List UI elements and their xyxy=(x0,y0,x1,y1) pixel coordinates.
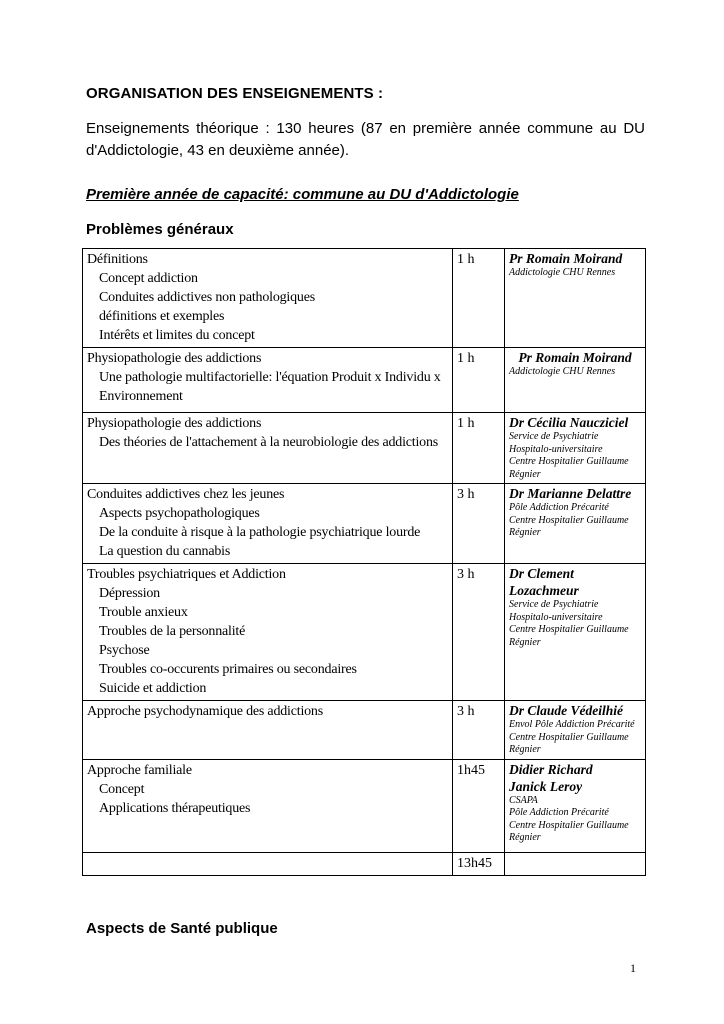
document-title: ORGANISATION DES ENSEIGNEMENTS : xyxy=(86,85,384,102)
teacher-cell xyxy=(505,484,646,564)
course-hours: 3 h xyxy=(453,484,505,564)
teacher-cell xyxy=(505,249,646,348)
course-subitem: Troubles de la personnalité xyxy=(99,624,246,639)
teacher-name: Didier Richard Janick Leroy xyxy=(509,761,593,794)
course-subitem: Concept xyxy=(99,781,145,797)
table-row xyxy=(83,413,646,484)
teacher-cell xyxy=(505,413,646,484)
table-row xyxy=(83,348,646,413)
teacher-name: Pr Romain Moirand xyxy=(509,251,623,266)
teacher-name: Dr Cécilia Naucziciel xyxy=(509,415,629,430)
course-cell xyxy=(83,413,453,484)
table-row xyxy=(83,484,646,564)
next-section-heading: Aspects de Santé publique xyxy=(86,920,278,937)
course-subitem: Une pathologie multifactorielle: l'équation Produit x Individu x Environnement xyxy=(99,370,441,404)
course-title: Conduites addictives chez les jeunes xyxy=(87,487,285,502)
total-row-empty-teacher-cell xyxy=(505,852,646,875)
intro-paragraph: Enseignements théorique : 130 heures (87 en première année commune au DU d'Addictologie, 43 en deuxième année). xyxy=(86,120,645,159)
course-subitem: définitions et exemples xyxy=(99,309,225,324)
course-subitem: Troubles co-occurents primaires ou secondaires xyxy=(99,662,357,677)
teacher-affiliation: Service de Psychiatrie Hospitalo-universitaire Centre Hospitalier Guillaume Régnier xyxy=(509,431,629,480)
teacher-affiliation: Addictologie CHU Rennes xyxy=(509,366,616,377)
course-hours: 1h45 xyxy=(453,759,505,852)
table-row xyxy=(83,701,646,760)
course-cell xyxy=(83,701,453,760)
table-row xyxy=(83,249,646,348)
course-subitem: Trouble anxieux xyxy=(99,605,188,620)
course-title: Définitions xyxy=(87,252,148,267)
course-subitem: Applications thérapeutiques xyxy=(99,800,251,816)
total-row xyxy=(83,852,646,875)
course-subitem: De la conduite à risque à la pathologie psychiatrique lourde xyxy=(99,525,421,540)
course-subitem: Aspects psychopathologiques xyxy=(99,506,260,521)
course-table xyxy=(82,248,646,876)
teacher-cell xyxy=(505,759,646,852)
course-hours: 1 h xyxy=(453,413,505,484)
course-cell xyxy=(83,484,453,564)
course-title: Approche familiale xyxy=(87,762,192,778)
course-hours: 3 h xyxy=(453,701,505,760)
course-subitem: Concept addiction xyxy=(99,271,198,286)
course-subitem: Conduites addictives non pathologiques xyxy=(99,290,315,305)
total-row-empty-cell xyxy=(83,852,453,875)
table-row xyxy=(83,564,646,701)
course-cell xyxy=(83,348,453,413)
teacher-name: Dr Claude Védeilhié xyxy=(509,703,623,718)
course-title: Physiopathologie des addictions xyxy=(87,351,262,366)
page-number: 1 xyxy=(630,961,636,975)
total-hours: 13h45 xyxy=(453,852,505,875)
teacher-affiliation: CSAPA Pôle Addiction Précarité Centre Hospitalier Guillaume Régnier xyxy=(509,794,629,843)
teacher-cell xyxy=(505,701,646,760)
course-hours: 1 h xyxy=(453,249,505,348)
teacher-name: Dr Clement Lozachmeur xyxy=(509,566,579,598)
teacher-affiliation: Service de Psychiatrie Hospitalo-universitaire Centre Hospitalier Guillaume Régnier xyxy=(509,599,629,648)
teacher-name: Dr Marianne Delattre xyxy=(509,486,632,501)
course-subitem: Psychose xyxy=(99,643,150,658)
course-title: Troubles psychiatriques et Addiction xyxy=(87,567,286,582)
course-cell xyxy=(83,759,453,852)
teacher-affiliation: Pôle Addiction Précarité Centre Hospitalier Guillaume Régnier xyxy=(509,502,629,538)
teacher-cell xyxy=(505,348,646,413)
course-title: Approche psychodynamique des addictions xyxy=(87,704,323,719)
teacher-name: Pr Romain Moirand xyxy=(518,350,632,365)
table-row xyxy=(83,759,646,852)
section-heading: Première année de capacité: commune au DU d'Addictologie xyxy=(86,186,519,203)
teacher-affiliation: Addictologie CHU Rennes xyxy=(509,267,616,278)
course-title: Physiopathologie des addictions xyxy=(87,416,262,431)
course-subitem: La question du cannabis xyxy=(99,544,231,559)
course-subitem: Intérêts et limites du concept xyxy=(99,328,255,343)
course-cell xyxy=(83,564,453,701)
subsection-heading: Problèmes généraux xyxy=(86,221,234,238)
course-subitem: Suicide et addiction xyxy=(99,681,207,696)
course-subitem: Dépression xyxy=(99,586,160,601)
teacher-affiliation: Envol Pôle Addiction Précarité Centre Hospitalier Guillaume Régnier xyxy=(509,719,635,755)
course-subitem: Des théories de l'attachement à la neurobiologie des addictions xyxy=(99,435,439,450)
course-hours: 1 h xyxy=(453,348,505,413)
teacher-cell xyxy=(505,564,646,701)
course-cell xyxy=(83,249,453,348)
course-hours: 3 h xyxy=(453,564,505,701)
